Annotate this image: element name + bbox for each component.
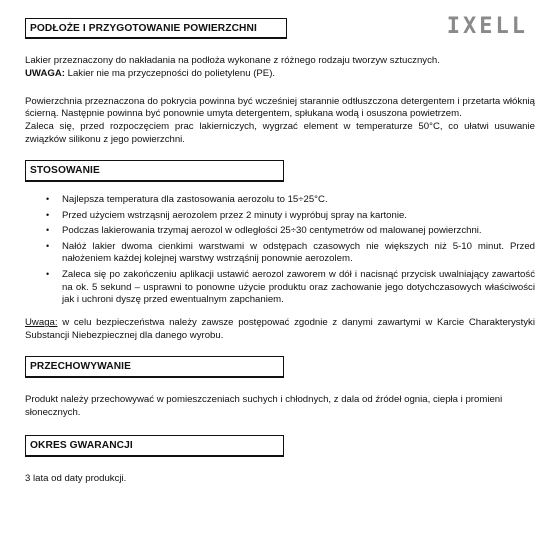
document-page <box>25 8 535 485</box>
list-item-text: Zaleca się po zakończeniu aplikacji ustawić aerozol zaworem w dół i nacisnąć przycisk uwalniający zawartość na ok. 5 sekund – usprawni to ponowne użycie produktu oraz zachowanie jego dotychczasowych właściwości jak i uchroni dyszę przed ewentualnym zapchaniem. <box>62 269 535 306</box>
usage-list <box>25 194 535 307</box>
section-header-preparation: PODŁOŻE I PRZYGOTOWANIE POWIERZCHNI <box>25 18 287 39</box>
list-item <box>25 210 535 223</box>
list-item <box>25 225 535 238</box>
preparation-paragraph3: Zaleca się, przed rozpoczęciem prac lakierniczych, wygrzać element w temperaturze 50°C, co ułatwi usuwanie związków silikonu z jego powierzchni. <box>25 121 535 145</box>
list-item-text: Przed użyciem wstrząsnij aerozolem przez 2 minuty i wypróbuj spray na kartonie. <box>62 209 407 221</box>
safety-note <box>25 317 535 342</box>
preparation-body <box>25 55 535 146</box>
list-item-text: Podczas lakierowania trzymaj aerozol w odległości 25÷30 centymetrów od malowanej powierzchni. <box>62 225 482 237</box>
warranty-text: 3 lata od daty produkcji. <box>25 472 127 484</box>
preparation-warning <box>25 68 535 81</box>
list-item-text: Nałóż lakier dwoma cienkimi warstwami w odstępach czasowych nie większych niż 5-10 minut. Przed nałożeniem każdej kolejnej warstwy wstrząśnij ponownie aerozolem. <box>62 240 535 265</box>
bullet-icon: • <box>46 269 50 280</box>
warning-label: UWAGA: <box>25 68 65 80</box>
list-item <box>25 269 535 307</box>
section-header-storage: PRZECHOWYWANIE <box>25 356 284 377</box>
note-label: Uwaga: <box>25 317 58 329</box>
bullet-icon: • <box>46 209 50 220</box>
note-text: w celu bezpieczeństwa należy zawsze postępować zgodnie z danymi zawartymi w Karcie Charakterystyki Substancji Niebezpiecznej dla danego wyrobu. <box>25 317 535 341</box>
section-header-usage: STOSOWANIE <box>25 160 284 181</box>
storage-text: Produkt należy przechowywać w pomieszczeniach suchych i chłodnych, z dala od źródeł ognia, ciepła i promieni słonecznych. <box>25 393 503 418</box>
brand-logo: IXELL <box>446 14 528 39</box>
bullet-icon: • <box>46 225 50 236</box>
preparation-paragraph2: Powierzchnia przeznaczona do pokrycia powinna być wcześniej starannie odtłuszczona detergentem i przetarta włóknią ścierną. Następnie powinna być ponownie umyta detergentem, spłukana wodą i osuszona powietrzem. <box>25 95 535 120</box>
bullet-icon: • <box>46 193 50 204</box>
section-header-warranty: OKRES GWARANCJI <box>25 435 284 456</box>
warning-text: Lakier nie ma przyczepności do polietylenu (PE). <box>64 68 276 80</box>
list-item <box>25 194 535 207</box>
preparation-line1: Lakier przeznaczony do nakładania na podłoża wykonane z różnego rodzaju tworzyw sztucznych. <box>25 55 440 67</box>
bullet-icon: • <box>46 240 50 251</box>
list-item-text: Najlepsza temperatura dla zastosowania aerozolu to 15÷25°C. <box>62 193 328 205</box>
list-item <box>25 241 535 266</box>
